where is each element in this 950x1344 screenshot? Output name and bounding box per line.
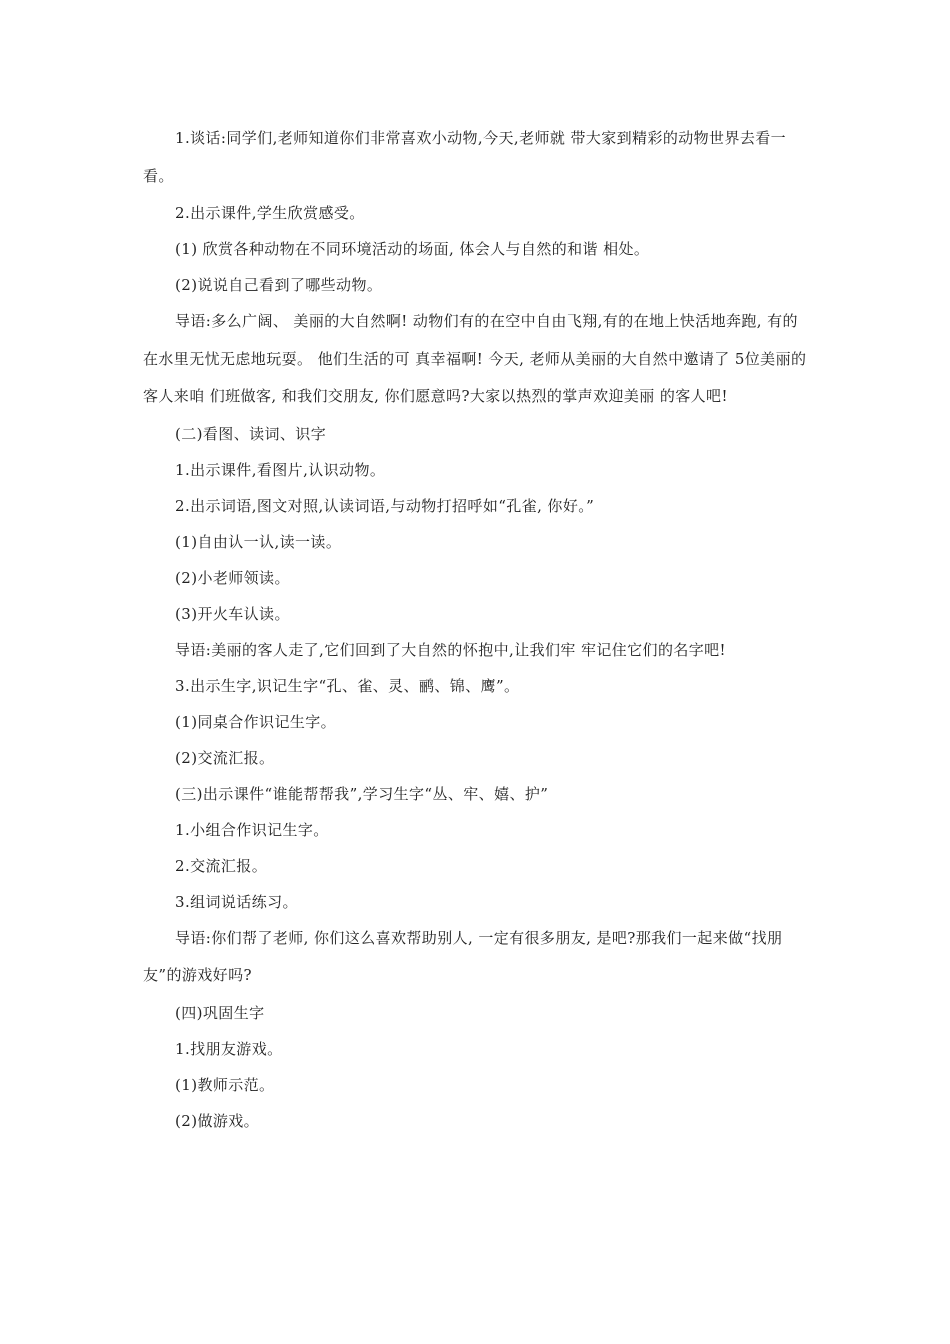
- section-heading: (二)看图、读词、识字: [175, 424, 327, 443]
- paragraph: 导语:你们帮了老师, 你们这么喜欢帮助别人, 一定有很多朋友, 是吧?那我们一起来做“找朋友”的游戏好吗?: [143, 928, 783, 984]
- paragraph: (1)同桌合作识记生字。: [175, 712, 337, 731]
- paragraph: 1.小组合作识记生字。: [175, 820, 329, 839]
- paragraph: 3.出示生字,识记生字“孔、雀、灵、鹂、锦、鹰”。: [175, 676, 520, 695]
- paragraph: (1)自由认一认,读一读。: [175, 532, 342, 551]
- paragraph: 1.谈话:同学们,老师知道你们非常喜欢小动物,今天,老师就 带大家到精彩的动物世界去看一看。: [143, 129, 787, 185]
- paragraph: (2)说说自己看到了哪些动物。: [175, 276, 383, 294]
- section-heading: (三)出示课件“谁能帮帮我”,学习生字“丛、牢、嬉、护”: [175, 784, 549, 803]
- paragraph: 3.组词说话练习。: [175, 892, 298, 911]
- paragraph: 1.出示课件,看图片,认识动物。: [175, 460, 386, 479]
- paragraph: 1.找朋友游戏。: [175, 1039, 283, 1058]
- paragraph: (2)交流汇报。: [175, 748, 275, 767]
- paragraph: (2)小老师领读。: [175, 568, 290, 587]
- paragraph: 2.出示词语,图文对照,认读词语,与动物打招呼如“孔雀, 你好。”: [175, 496, 595, 515]
- paragraph: (2)做游戏。: [175, 1111, 260, 1130]
- paragraph: (1)教师示范。: [175, 1075, 275, 1094]
- paragraph: 导语:多么广阔、 美丽的大自然啊! 动物们有的在空中自由飞翔,有的在地上快活地奔跑, 有的在水里无忧无虑地玩耍。 他们生活的可 真幸福啊! 今天, 老师从美丽的大自然中邀请了 5位美丽的客人来咱 们班做客, 和我们交朋友, 你们愿意吗?大家以热烈的掌声欢迎美丽 的客人吧!: [143, 312, 807, 405]
- document-body: [143, 120, 808, 1139]
- section-heading: (四)巩固生字: [175, 1003, 265, 1022]
- paragraph: (1) 欣赏各种动物在不同环境活动的场面, 体会人与自然的和谐 相处。: [175, 240, 650, 258]
- paragraph: 2.交流汇报。: [175, 856, 268, 875]
- paragraph: (3)开火车认读。: [175, 604, 290, 623]
- paragraph: 导语:美丽的客人走了,它们回到了大自然的怀抱中,让我们牢 牢记住它们的名字吧!: [175, 640, 726, 659]
- paragraph: 2.出示课件,学生欣赏感受。: [175, 204, 365, 222]
